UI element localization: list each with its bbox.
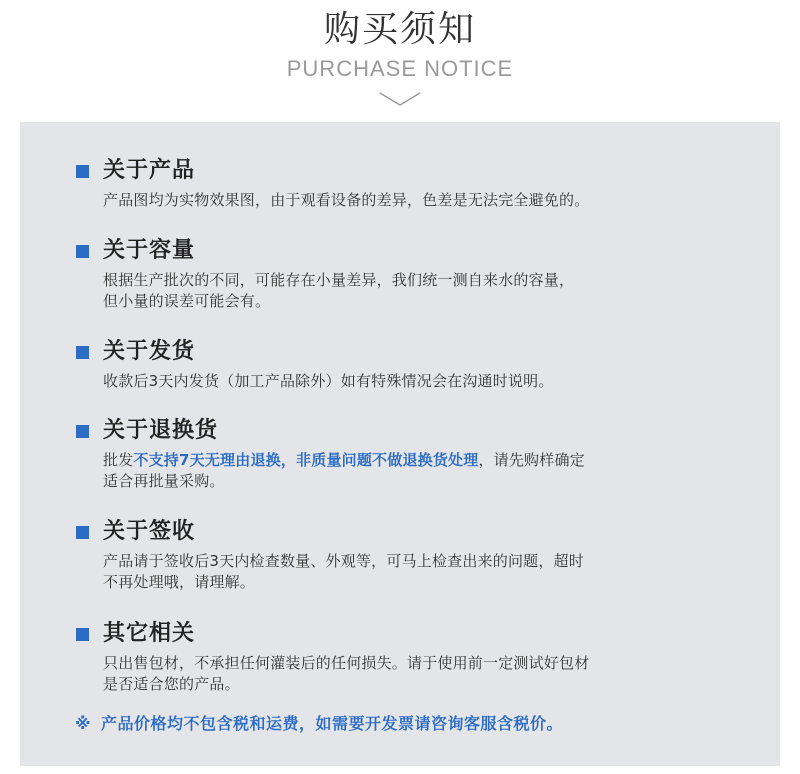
section-text-line: 但小量的误差可能会有。 — [103, 292, 271, 310]
section-returns — [76, 416, 756, 492]
reference-mark-icon: ※ — [75, 714, 92, 733]
section-text: 产品图均为实物效果图，由于观看设备的差异，色差是无法完全避免的。 — [103, 191, 590, 209]
section-heading — [76, 517, 756, 549]
section-text-line: 产品请于签收后3天内检查数量、外观等，可马上检查出来的问题，超时 — [103, 552, 584, 570]
section-heading — [76, 619, 756, 651]
section-text-highlight: 不支持7天无理由退换，非质量问题不做退换货处理 — [133, 451, 479, 469]
square-bullet-icon — [76, 628, 89, 641]
section-body — [103, 450, 713, 492]
section-title: 关于产品 — [103, 158, 196, 183]
section-text-line: 不再处理哦，请理解。 — [103, 573, 256, 591]
chevron-down-icon — [378, 90, 422, 108]
page-title: 购买须知 — [323, 9, 476, 50]
section-text-prefix: 批发 — [103, 451, 134, 469]
section-text-line — [103, 450, 713, 471]
price-note — [75, 712, 563, 736]
section-body — [103, 551, 713, 593]
square-bullet-icon — [76, 346, 89, 359]
section-heading — [76, 236, 756, 268]
section-heading — [76, 337, 756, 369]
square-bullet-icon — [76, 245, 89, 258]
section-product — [76, 156, 756, 211]
section-text-suffix: ，请先购样确定 — [478, 451, 585, 469]
page-header — [0, 0, 800, 122]
section-other — [76, 619, 756, 695]
section-shipping — [76, 337, 756, 392]
section-body — [103, 270, 713, 312]
section-body — [103, 190, 713, 211]
section-text-line: 根据生产批次的不同，可能存在小量差异，我们统一测自来水的容量， — [103, 271, 575, 289]
section-title: 其它相关 — [103, 621, 196, 646]
section-receipt — [76, 517, 756, 593]
page-subtitle: PURCHASE NOTICE — [286, 56, 514, 81]
section-capacity — [76, 236, 756, 312]
section-heading — [76, 416, 756, 448]
square-bullet-icon — [76, 526, 89, 539]
section-body — [103, 653, 713, 695]
section-title: 关于签收 — [103, 519, 196, 544]
notice-panel — [20, 122, 780, 766]
price-note-text: 产品价格均不包含税和运费，如需要开发票请咨询客服含税价。 — [101, 714, 564, 733]
section-text-line: 适合再批量采购。 — [103, 472, 225, 490]
section-heading — [76, 156, 756, 188]
square-bullet-icon — [76, 165, 89, 178]
section-text-line: 只出售包材，不承担任何灌装后的任何损失。请于使用前一定测试好包材 — [103, 654, 590, 672]
square-bullet-icon — [76, 425, 89, 438]
section-title: 关于发货 — [103, 339, 196, 364]
section-title: 关于容量 — [103, 238, 196, 263]
section-text: 收款后3天内发货（加工产品除外）如有特殊情况会在沟通时说明。 — [103, 372, 554, 390]
section-body — [103, 371, 713, 392]
section-text-line: 是否适合您的产品。 — [103, 675, 240, 693]
section-title: 关于退换货 — [103, 418, 219, 443]
